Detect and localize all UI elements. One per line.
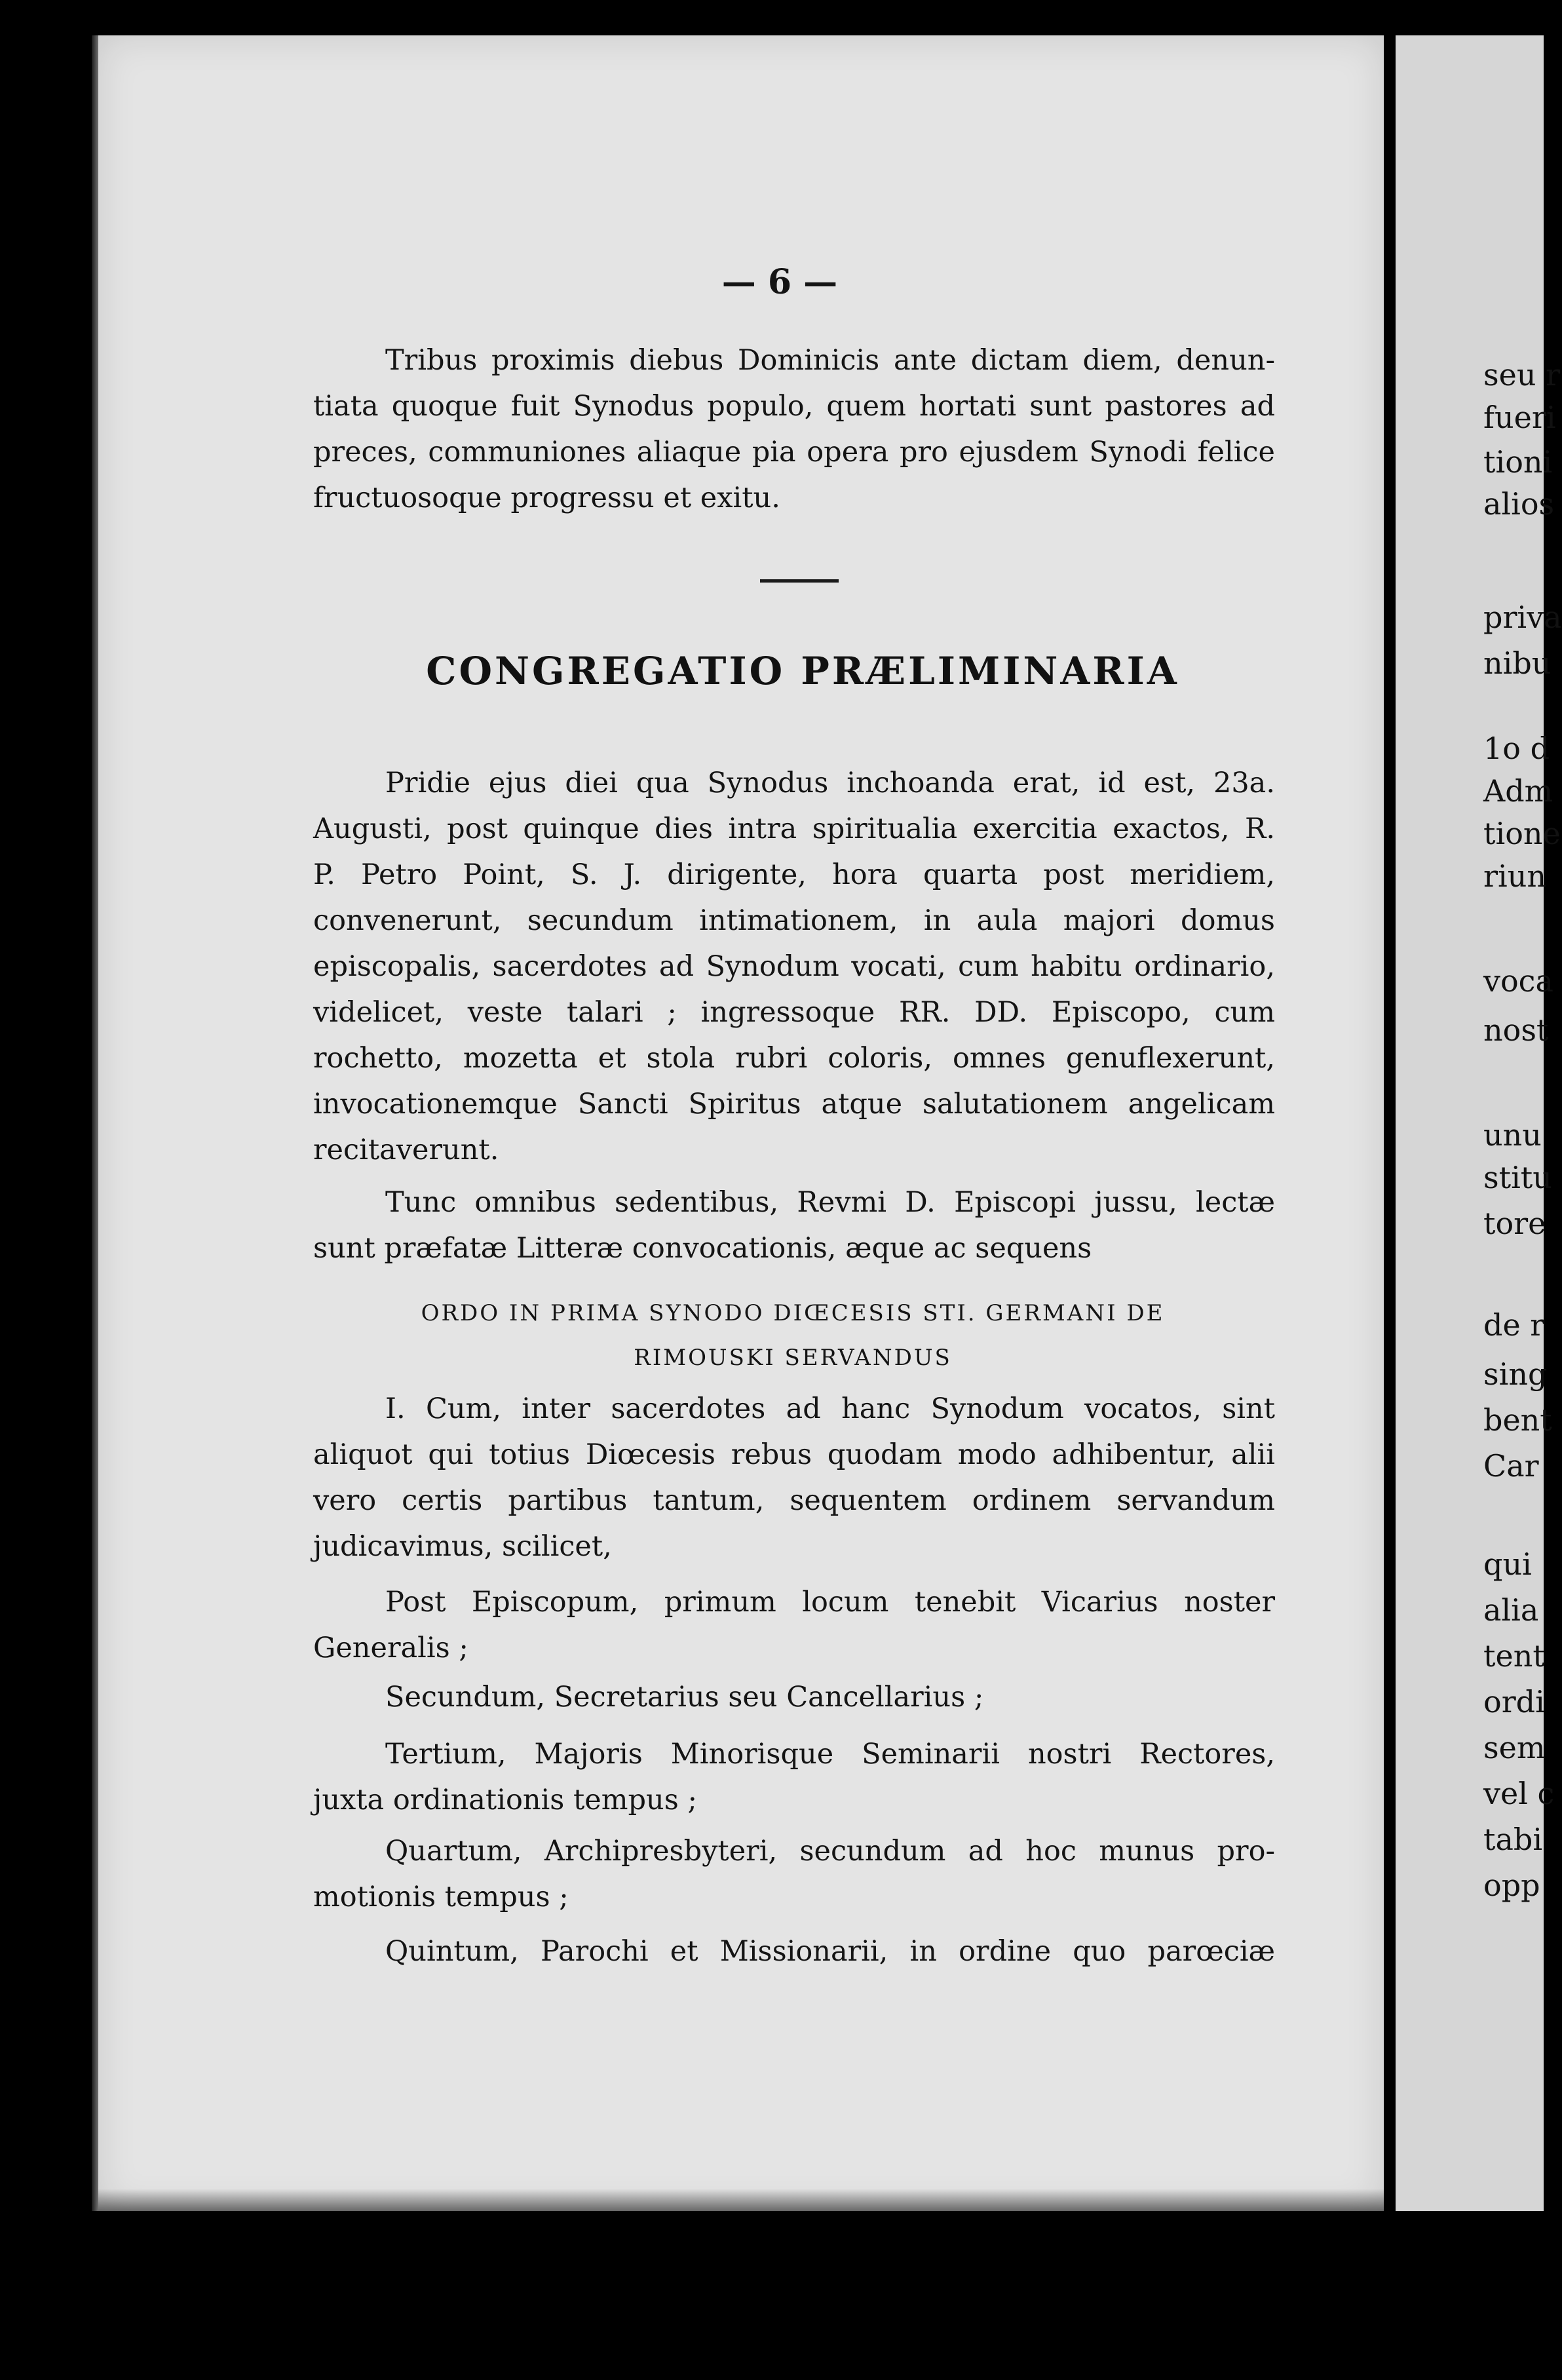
text-line: Pridie ejus diei qua Synodus inchoanda erat, id est, 23a. <box>385 767 1275 799</box>
text-line: rochetto, mozetta et stola rubri coloris, omnes genuflexerunt, <box>313 1042 1275 1075</box>
facing-page-fragment: opp <box>1483 1868 1540 1903</box>
pridie-paragraph <box>313 760 1275 1173</box>
facing-page-fragment: tione <box>1483 816 1561 851</box>
text-line: Secundum, Secretarius seu Cancellarius ; <box>385 1681 984 1714</box>
text-line: aliquot qui totius Diœcesis rebus quodam modo adhibentur, alii <box>313 1438 1275 1471</box>
text-line: preces, communiones aliaque pia opera pro ejusdem Synodi felice <box>313 436 1275 469</box>
text-line: Quartum, Archipresbyteri, secundum ad hoc munus pro- <box>385 1835 1275 1868</box>
text-line: fructuosoque progressu et exitu. <box>313 482 780 514</box>
intro-paragraph <box>313 337 1275 521</box>
text-line: recitaverunt. <box>313 1134 499 1166</box>
text-line: vero certis partibus tantum, sequentem ordinem servandum <box>313 1484 1275 1517</box>
facing-page-fragment: tent <box>1483 1638 1545 1674</box>
text-line: judicavimus, scilicet, <box>313 1530 612 1563</box>
facing-page-fragment: unu <box>1483 1117 1542 1153</box>
text-line: Tribus proximis diebus Dominicis ante dictam diem, denun- <box>385 344 1275 377</box>
text-line: P. Petro Point, S. J. dirigente, hora quarta post meridiem, <box>313 858 1275 891</box>
facing-page-fragment: voca <box>1483 963 1553 999</box>
tunc-paragraph <box>313 1180 1275 1271</box>
facing-page-fragment: priva <box>1483 600 1562 635</box>
text-line: Tunc omnibus sedentibus, Revmi D. Episcopi jussu, lectæ <box>385 1186 1275 1219</box>
text-line: Tertium, Majoris Minorisque Seminarii nostri Rectores, <box>385 1738 1275 1771</box>
text-line: Quintum, Parochi et Missionarii, in ordine quo parœciæ <box>385 1935 1275 1968</box>
facing-page-fragment: stitu <box>1483 1160 1552 1195</box>
facing-page-fragment: riun <box>1483 858 1546 894</box>
secundum-paragraph <box>313 1674 1275 1720</box>
tertium-paragraph <box>313 1731 1275 1823</box>
facing-page-fragment: qui <box>1483 1546 1532 1582</box>
facing-page-fragment: tioni <box>1483 444 1553 480</box>
text-line: tiata quoque fuit Synodus populo, quem hortati sunt pastores ad <box>313 390 1275 423</box>
facing-page-fragment: Car <box>1483 1448 1539 1484</box>
facing-page-fragment: seu r <box>1483 357 1561 393</box>
text-line: Post Episcopum, primum locum tenebit Vicarius noster <box>385 1586 1275 1619</box>
text-line: juxta ordinationis tempus ; <box>313 1784 697 1816</box>
facing-page-fragment: ordi <box>1483 1684 1545 1719</box>
facing-page-edge <box>1396 35 1544 2211</box>
facing-page-fragment: sing <box>1483 1356 1548 1392</box>
text-line: motionis tempus ; <box>313 1881 569 1913</box>
facing-page-fragment: alia <box>1483 1592 1539 1628</box>
facing-page-fragment: nost <box>1483 1012 1549 1048</box>
section-title: CONGREGATIO PRÆLIMINARIA <box>426 649 1179 693</box>
facing-page-fragment: Adm <box>1483 773 1553 809</box>
page-gutter <box>1384 0 1396 2380</box>
facing-page-fragment: sem <box>1483 1730 1546 1765</box>
facing-page-fragment: de r <box>1483 1307 1545 1343</box>
text-line: convenerunt, secundum intimationem, in aula majori domus <box>313 904 1275 937</box>
post-episcopum-paragraph <box>313 1579 1275 1671</box>
facing-page-fragment: alios <box>1483 486 1555 522</box>
quartum-paragraph <box>313 1828 1275 1920</box>
facing-page-fragment: nibu <box>1483 645 1552 681</box>
facing-page-fragment: 1o d <box>1483 731 1550 766</box>
ordo-heading-line: RIMOUSKI SERVANDUS <box>634 1345 952 1371</box>
text-line: episcopalis, sacerdotes ad Synodum vocati, cum habitu ordinario, <box>313 950 1275 983</box>
facing-page-fragment: tabi <box>1483 1822 1543 1857</box>
facing-page-fragment: bent <box>1483 1402 1552 1438</box>
text-line: sunt præfatæ Litteræ convocationis, æque ac sequens <box>313 1232 1092 1265</box>
article-one-paragraph <box>313 1386 1275 1569</box>
ordo-heading-line: ORDO IN PRIMA SYNODO DIŒCESIS STI. GERMANI DE <box>421 1300 1165 1326</box>
facing-page-fragment: tore <box>1483 1206 1546 1241</box>
page-bottom-shadow <box>98 2189 1384 2215</box>
quintum-paragraph <box>313 1929 1275 1974</box>
text-line: Generalis ; <box>313 1632 468 1664</box>
text-line: I. Cum, inter sacerdotes ad hanc Synodum vocatos, sint <box>385 1392 1275 1425</box>
ordo-heading <box>367 1291 1219 1380</box>
facing-page-fragment: vel c <box>1483 1776 1555 1811</box>
section-rule <box>760 579 839 583</box>
facing-page-fragment: fueri <box>1483 400 1556 435</box>
text-line: videlicet, veste talari ; ingressoque RR. DD. Episcopo, cum <box>313 996 1275 1029</box>
text-line: Augusti, post quinque dies intra spiritualia exercitia exactos, R. <box>313 813 1275 845</box>
text-line: invocationemque Sancti Spiritus atque salutationem angelicam <box>313 1088 1275 1121</box>
page-number: — 6 — <box>721 262 838 302</box>
